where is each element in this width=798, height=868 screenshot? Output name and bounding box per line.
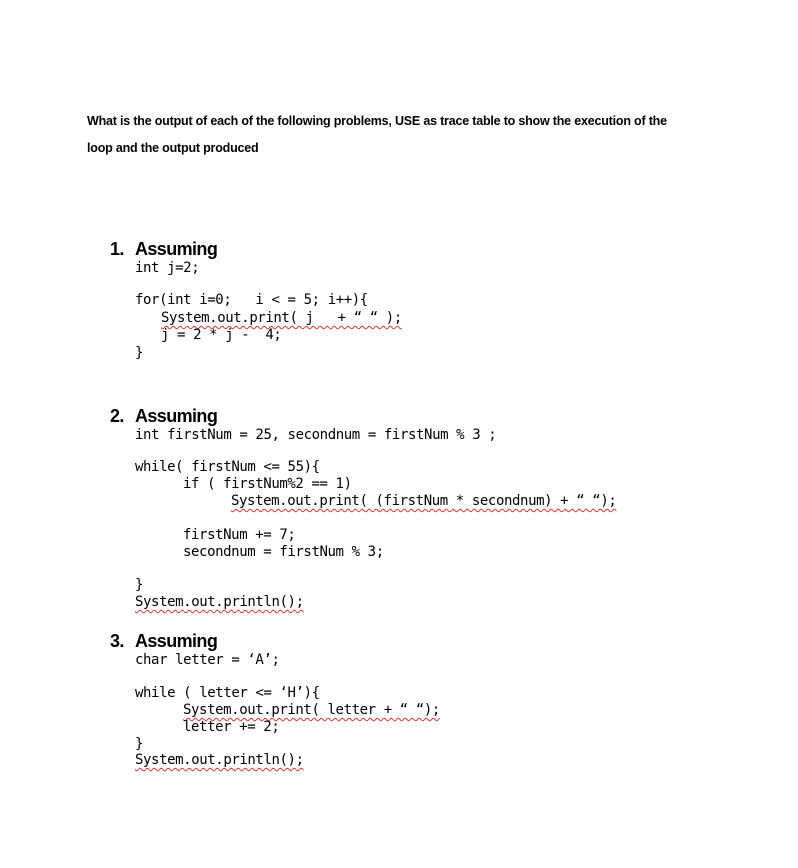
code-line: while ( letter <= ‘H’){: [135, 685, 320, 701]
problem-3-title: Assuming: [135, 631, 218, 651]
instructions-line-1: What is the output of each of the following problems, USE as trace table to show the execution of the: [87, 114, 667, 128]
code-line: System.out.println();: [135, 594, 304, 610]
code-line: }: [135, 345, 144, 361]
code-line: while( firstNum <= 55){: [135, 459, 320, 475]
instructions: [87, 108, 727, 162]
code-line: int j=2;: [135, 260, 200, 276]
code-line: System.out.print( letter + “ “);: [183, 702, 440, 718]
problem-2-heading: [110, 406, 217, 426]
code-line: System.out.print( j + “ “ );: [161, 310, 402, 326]
code-line: secondnum = firstNum % 3;: [183, 544, 384, 560]
problem-3-heading: [110, 631, 217, 651]
code-line: }: [135, 736, 144, 752]
code-line: for(int i=0; i < = 5; i++){: [135, 292, 368, 308]
code-line: }: [135, 577, 144, 593]
problem-3-number: 3.: [110, 631, 124, 651]
problem-2-title: Assuming: [135, 406, 218, 426]
code-line: if ( firstNum%2 == 1): [183, 476, 352, 492]
problem-1-heading: [110, 239, 217, 259]
code-line: System.out.println();: [135, 752, 304, 768]
code-line: letter += 2;: [183, 719, 280, 735]
code-line: j = 2 * j - 4;: [161, 327, 282, 343]
problem-2-number: 2.: [110, 406, 124, 426]
problem-1-title: Assuming: [135, 239, 218, 259]
problem-1-number: 1.: [110, 239, 124, 259]
instructions-line-2: loop and the output produced: [87, 141, 259, 155]
code-line: firstNum += 7;: [183, 527, 296, 543]
code-line: char letter = ‘A’;: [135, 652, 280, 668]
code-line: System.out.print( (firstNum * secondnum) + “ “);: [231, 493, 617, 509]
code-line: int firstNum = 25, secondnum = firstNum % 3 ;: [135, 427, 497, 443]
